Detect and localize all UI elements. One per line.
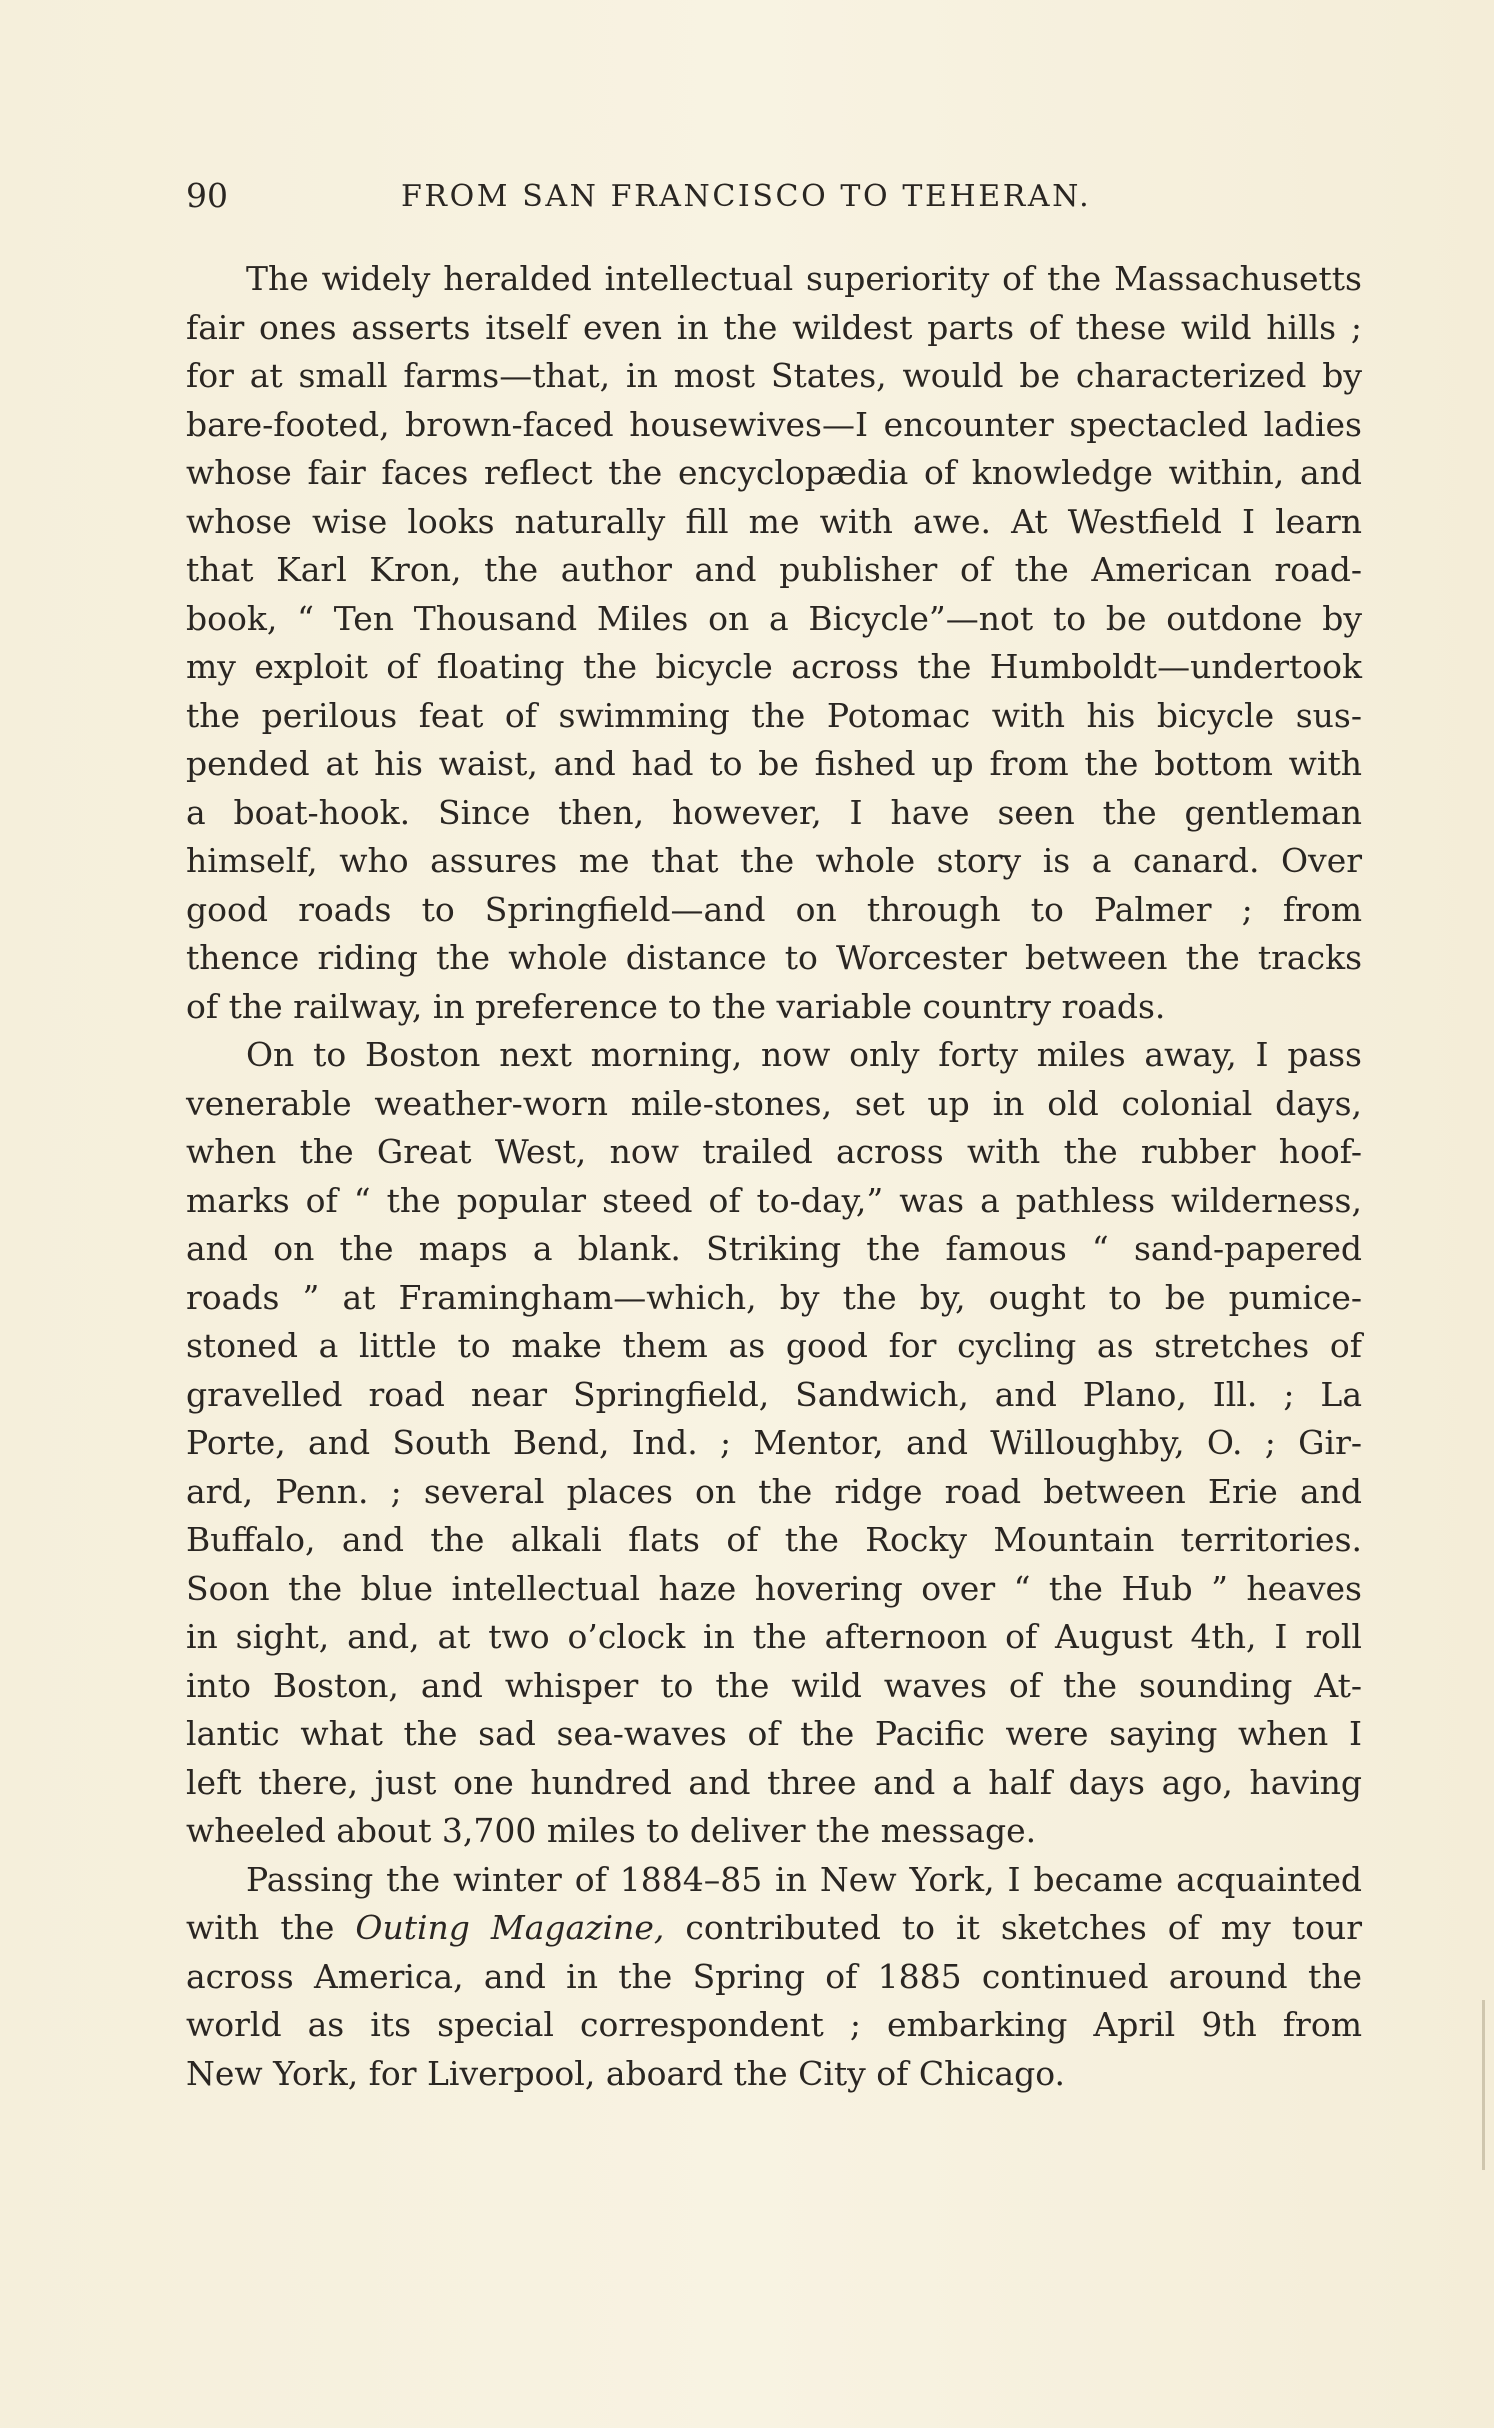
text-line: book, “ Ten Thousand Miles on a Bicycle”—not to be outdone by [186,598,1362,638]
text-line-with-italic [186,1904,1362,1953]
paragraph-3 [186,1856,1362,2099]
text-line: into Boston, and whisper to the wild waves of the sounding At- [186,1665,1362,1705]
text-line: that Karl Kron, the author and publisher of the American road- [186,550,1362,589]
text-line: in sight, and, at two o’clock in the afternoon of August 4th, I roll [186,1617,1362,1656]
magazine-title: Outing Magazine, [355,1908,665,1947]
text-line: ard, Penn. ; several places on the ridge road between Erie and [186,1471,1362,1511]
text-line: for at small farms—that, in most States, would be characterized by [186,356,1362,395]
text-line: Soon the blue intellectual haze hovering over “ the Hub ” heaves [186,1568,1362,1608]
paragraph-2 [186,1031,1362,1856]
text-line: thence riding the whole distance to Worcester between the tracks [186,938,1362,977]
text-line: venerable weather-worn mile-stones, set up in old colonial days, [186,1083,1362,1123]
text-line: On to Boston next morning, now only forty miles away, I pass [246,1035,1362,1074]
text-line: a boat-hook. Since then, however, I have seen the gentleman [186,792,1362,832]
page-header [186,176,1326,216]
text-line: world as its special correspondent ; embarking April 9th from [186,2005,1362,2044]
text-line: wheeled about 3,700 miles to deliver the message. [186,1811,1037,1850]
text-run: contributed to it sketches of my tour [664,1908,1362,1947]
text-line: the perilous feat of swimming the Potomac with his bicycle sus- [186,695,1362,735]
text-line: New York, for Liverpool, aboard the City of Chicago. [186,2053,1065,2093]
text-line: fair ones asserts itself even in the wildest parts of these wild hills ; [186,307,1362,347]
running-title: FROM SAN FRANCISCO TO TEHERAN. [401,179,1092,214]
text-line: gravelled road near Springfield, Sandwich, and Plano, Ill. ; La [186,1374,1362,1414]
text-line: bare-footed, brown-faced housewives—I encounter spectacled ladies [186,404,1362,444]
text-line: my exploit of floating the bicycle across the Humboldt—undertook [186,647,1362,686]
text-line: stoned a little to make them as good for cycling as stretches of [186,1326,1362,1365]
text-line: left there, just one hundred and three and a half days ago, having [186,1762,1362,1802]
body-text [186,255,1362,2098]
text-line: lantic what the sad sea-waves of the Pacific were saying when I [186,1714,1362,1753]
paragraph-1 [186,255,1362,1031]
text-line: of the railway, in preference to the variable country roads. [186,986,1166,1026]
text-line: Buffalo, and the alkali flats of the Rocky Mountain territories. [186,1520,1362,1559]
text-line: marks of “ the popular steed of to-day,” was a pathless wilderness, [186,1180,1362,1220]
text-line: Passing the winter of 1884–85 in New York, I became acquainted [246,1859,1362,1899]
text-line: pended at his waist, and had to be fished up from the bottom with [186,744,1362,783]
text-line: himself, who assures me that the whole story is a canard. Over [186,841,1362,880]
text-line: roads ” at Framingham—which, by the by, ought to be pumice- [186,1277,1362,1317]
text-line: Porte, and South Bend, Ind. ; Mentor, and Willoughby, O. ; Gir- [186,1423,1362,1462]
text-line: The widely heralded intellectual superiority of the Massachusetts [246,259,1362,298]
text-line: whose fair faces reflect the encyclopædia of knowledge within, and [186,453,1362,492]
text-line: good roads to Springfield—and on through to Palmer ; from [186,889,1362,929]
text-line: and on the maps a blank. Striking the famous “ sand-papered [186,1229,1362,1268]
text-line: whose wise looks naturally fill me with awe. At Westfield I learn [186,501,1362,541]
text-line: when the Great West, now trailed across with the rubber hoof- [186,1132,1362,1171]
page-edge-shadow [1482,2000,1485,2170]
text-line: across America, and in the Spring of 1885 continued around the [186,1956,1362,1996]
page-number: 90 [186,176,228,215]
text-run: with the [186,1908,356,1947]
